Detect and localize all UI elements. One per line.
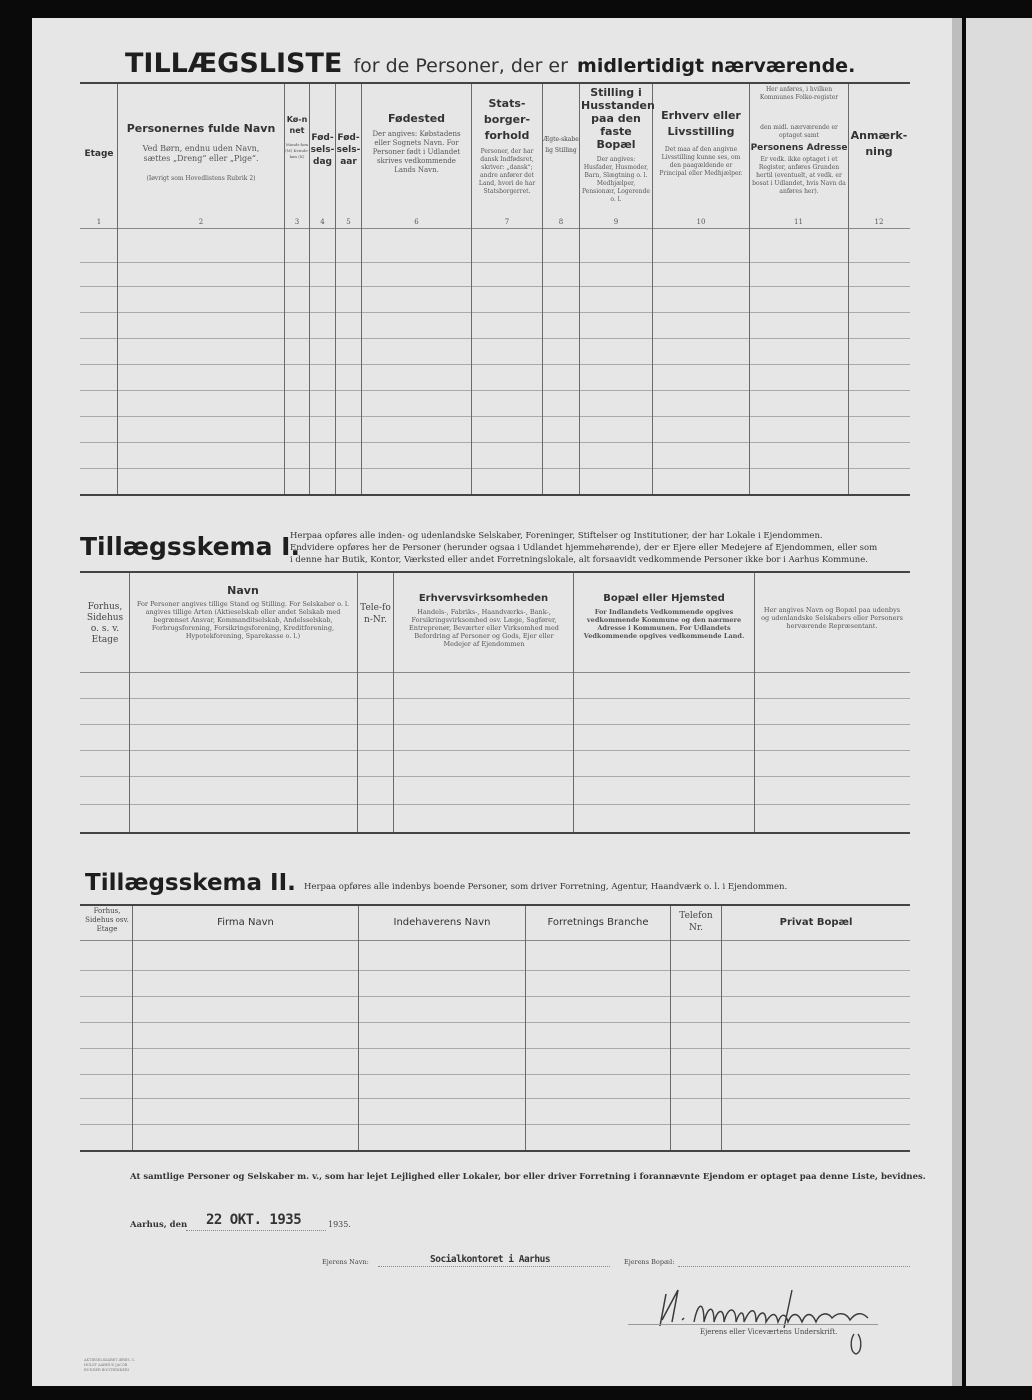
col-birthplace-note: Der angives: Købstadens eller Sognets Navn. For Personer født i Udlandet skrives vedkommende Lands Navn. xyxy=(372,130,461,174)
city-date-label: Aarhus, den xyxy=(130,1220,188,1230)
schema1-desc-line1: Herpaa opføres alle inden- og udenlandske Selskaber, Foreninger, Stiftelser og Institutioner, der har Lokale i Ejendommen. xyxy=(290,531,823,541)
col-household-note: Der angives: Husfader, Husmoder, Barn, Slægtning o. l. Medhjælper, Pensionær, Logerende o. l. xyxy=(582,156,650,203)
col-number: 2 xyxy=(198,218,204,226)
certification-statement: At samtlige Personer og Selskaber m. v., som har lejet Lejlighed eller Lokaler, bor eller driver Forretning i forannævnte Ejendom er optaget paa denne Liste, bevidnes. xyxy=(130,1172,926,1182)
s1-col-name-note: For Personer angives tillige Stand og Stilling. For Selskaber o. l. angives tillige Arten (Aktieselskab eller andet Selskab med begrænset Ansvar, Kommanditselskab, Andelsselskab, Forbrugsforening, Forsikringsforening, Kreditforening, Hypotekforening, Sparekasse o. l.) xyxy=(136,600,350,640)
col-address-pre2: den midl. nærværende er optaget samt xyxy=(760,124,838,139)
owner-address-label: Ejerens Bopæl: xyxy=(624,1258,675,1266)
s2-col-etage-header: Forhus, Sidehus osv. Etage xyxy=(85,907,129,933)
s1-col-etage-header: Forhus, Sidehus o. s. v. Etage xyxy=(86,602,124,645)
s1-col-residence-header: Bopæl eller Hjemsted xyxy=(603,593,725,604)
col-number: 9 xyxy=(613,218,619,226)
signature-mark xyxy=(848,1330,866,1358)
col-birthyear-header: Fød-sels-aar xyxy=(336,133,361,167)
title-end: midlertidigt nærværende. xyxy=(577,55,856,77)
col-birthplace-header: Fødested xyxy=(387,112,446,125)
form-title xyxy=(125,48,955,79)
title-mid: for de Personer, der er xyxy=(353,55,568,77)
col-etage-header: Etage xyxy=(84,149,114,159)
schema1-description xyxy=(290,530,916,566)
owner-name-stamp: Socialkontoret i Aarhus xyxy=(430,1254,551,1265)
col-address-pre: Her anføres, i hvilken Kommunes Folke-register xyxy=(759,86,839,101)
s2-col-firm-header: Firma Navn xyxy=(217,917,274,928)
signature-label: Ejerens eller Viceværtens Underskrift. xyxy=(700,1328,838,1336)
col-number: 11 xyxy=(794,218,803,226)
s2-col-branch-header: Forretnings Branche xyxy=(547,917,649,928)
schema2-description: Herpaa opføres alle indenbys boende Personer, som driver Forretning, Agentur, Haandværk o. l. i Ejendommen. xyxy=(304,882,788,892)
form-page xyxy=(32,18,952,1386)
adjacent-page-edge xyxy=(966,18,1032,1386)
col-occupation-header: Erhverv eller Livsstilling xyxy=(661,109,741,138)
s1-col-representative-note: Her angives Navn og Bopæl paa udenbys og udenlandske Selskabers eller Personers herværende Repræsentant. xyxy=(761,606,903,630)
col-citizenship-header: Stats-borger-forhold xyxy=(483,97,531,142)
handwritten-signature xyxy=(652,1282,882,1334)
col-number: 5 xyxy=(346,218,351,226)
title-main: TILLÆGSLISTE xyxy=(125,48,343,79)
s2-col-owner-header: Indehaverens Navn xyxy=(393,917,491,928)
col-sex-note: Mands-køn (M) Kvinde-køn (K) xyxy=(285,142,309,159)
col-household-header: Stilling i Husstanden paa den faste Bopæl xyxy=(581,86,655,151)
col-marital-header: Ægte-skabelig Stilling xyxy=(543,136,579,154)
col-address-note: Er vedk. ikke optaget i et Register, anføres Grunden hertil (eventuelt, at vedk. er bosat i Udlandet, hvis Navn da anføres her). xyxy=(752,156,846,195)
col-remark-header: Anmærk-ning xyxy=(850,129,908,158)
col-number: 7 xyxy=(504,218,510,226)
col-number: 3 xyxy=(294,218,300,226)
col-citizenship-note: Personer, der har dansk Indfødsret, skriver: „dansk“; andre anfører det Land, hvori de har Statsborgerret. xyxy=(478,148,536,195)
s1-col-phone-header: Tele-fon-Nr. xyxy=(360,603,391,625)
col-number: 1 xyxy=(96,218,102,226)
schema1-desc-line2: Endvidere opføres her de Personer (herunder ogsaa i Udlandet hjemmehørende), der er Ejere eller Medejere af Ejendommen, eller som xyxy=(290,543,878,553)
col-address-header: Personens Adresse xyxy=(750,143,848,153)
s1-col-name-header: Navn xyxy=(227,584,259,597)
col-occupation-note: Det maa af den angivne Livsstilling kunne ses, om den paagældende er Principal eller Medhjælper. xyxy=(659,146,743,177)
s2-col-residence-header: Privat Bopæl xyxy=(779,917,853,928)
col-number: 6 xyxy=(414,218,419,226)
date-stamp: 22 OKT. 1935 xyxy=(206,1212,302,1228)
s1-col-business-note: Handels-, Fabriks-, Haandværks-, Bank-, Forsikringsvirksomhed osv. Læge, Sagfører, Entreprenør, Beværter eller Virksomhed med Befordring af Personer og Gods, Ejer eller Medejer af Ejendommen xyxy=(409,608,559,648)
col-name-header: Personernes fulde Navn xyxy=(126,122,276,135)
printer-imprint: AKTIESELSKABET ÆRES. C. HOLST AARHUS JACOB BUNDER BOGTRYKKERI xyxy=(84,1358,136,1372)
col-birthday-header: Fød-sels-dag xyxy=(310,133,335,167)
owner-name-label: Ejerens Navn: xyxy=(322,1258,369,1266)
schema1-title: Tillægsskema I. xyxy=(80,532,300,561)
schema2-title: Tillægsskema II. xyxy=(85,870,296,896)
col-number: 4 xyxy=(320,218,325,226)
col-name-note: Ved Børn, endnu uden Navn, sættes „Dreng“ eller „Pige“. xyxy=(142,144,260,163)
col-number: 8 xyxy=(558,218,564,226)
s2-col-phone-header: Telefon Nr. xyxy=(679,911,713,933)
col-number: 10 xyxy=(696,218,706,226)
col-number: 12 xyxy=(874,218,884,226)
year-label: 1935. xyxy=(328,1220,351,1229)
s1-col-business-header: Erhvervsvirksomheden xyxy=(418,593,549,604)
book-spine xyxy=(952,18,962,1386)
col-name-note2: (Iøvrigt som Hovedlistens Rubrik 2) xyxy=(146,175,256,182)
col-sex-header: Kø-nnet xyxy=(286,115,308,135)
s1-col-residence-note: For Indlandets Vedkommende opgives vedkommende Kommune og den nærmere Adresse i Kommunen. For Udlandets Vedkommende opgives vedkommende Land. xyxy=(583,608,745,640)
schema1-desc-line3: i denne har Butik, Kontor, Værksted eller andet Forretningslokale, alt forsaavidt vedkommende Personer ikke bor i Aarhus Kommune. xyxy=(290,555,868,565)
